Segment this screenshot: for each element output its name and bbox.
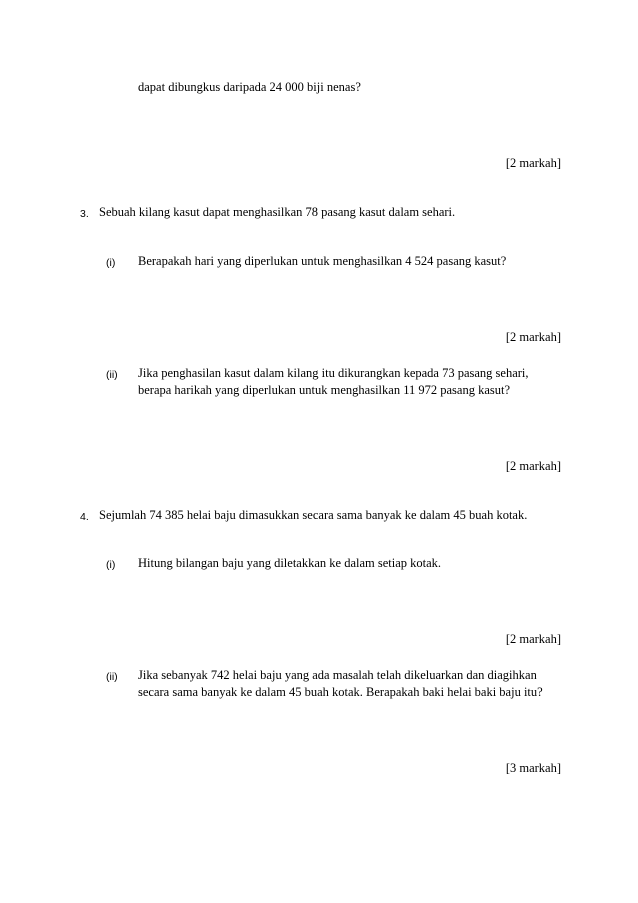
q4-part-i-label: (i)	[106, 559, 116, 571]
q2-marks: [2 markah]	[505, 156, 561, 170]
q3-part-ii-label: (ii)	[106, 369, 118, 381]
q3-part-i-label: (i)	[106, 257, 116, 269]
q4-part-ii-label: (ii)	[106, 671, 118, 683]
q4-part-i-marks: [2 markah]	[505, 632, 561, 646]
q4-part-ii-line2: secara sama banyak ke dalam 45 buah kotak. Berapakah baki helai baki baju itu?	[138, 685, 543, 699]
q3-part-ii-line2: berapa harikah yang diperlukan untuk menghasilkan 11 972 pasang kasut?	[138, 383, 510, 397]
q4-number: 4.	[80, 511, 89, 523]
q3-part-ii-line1: Jika penghasilan kasut dalam kilang itu dikurangkan kepada 73 pasang sehari,	[138, 366, 529, 380]
q2-continuation-text: dapat dibungkus daripada 24 000 biji nenas?	[138, 80, 361, 94]
q3-number: 3.	[80, 208, 89, 220]
q3-stem: Sebuah kilang kasut dapat menghasilkan 78 pasang kasut dalam sehari.	[99, 205, 456, 219]
q3-part-ii-marks: [2 markah]	[505, 459, 561, 473]
q4-part-ii-marks: [3 markah]	[505, 761, 561, 775]
q4-part-i-text: Hitung bilangan baju yang diletakkan ke dalam setiap kotak.	[138, 556, 442, 570]
q3-part-i-text: Berapakah hari yang diperlukan untuk menghasilkan 4 524 pasang kasut?	[138, 254, 507, 268]
q4-stem: Sejumlah 74 385 helai baju dimasukkan secara sama banyak ke dalam 45 buah kotak.	[99, 508, 528, 522]
q4-part-ii-line1: Jika sebanyak 742 helai baju yang ada masalah telah dikeluarkan dan diagihkan	[138, 668, 537, 682]
q3-part-i-marks: [2 markah]	[505, 330, 561, 344]
